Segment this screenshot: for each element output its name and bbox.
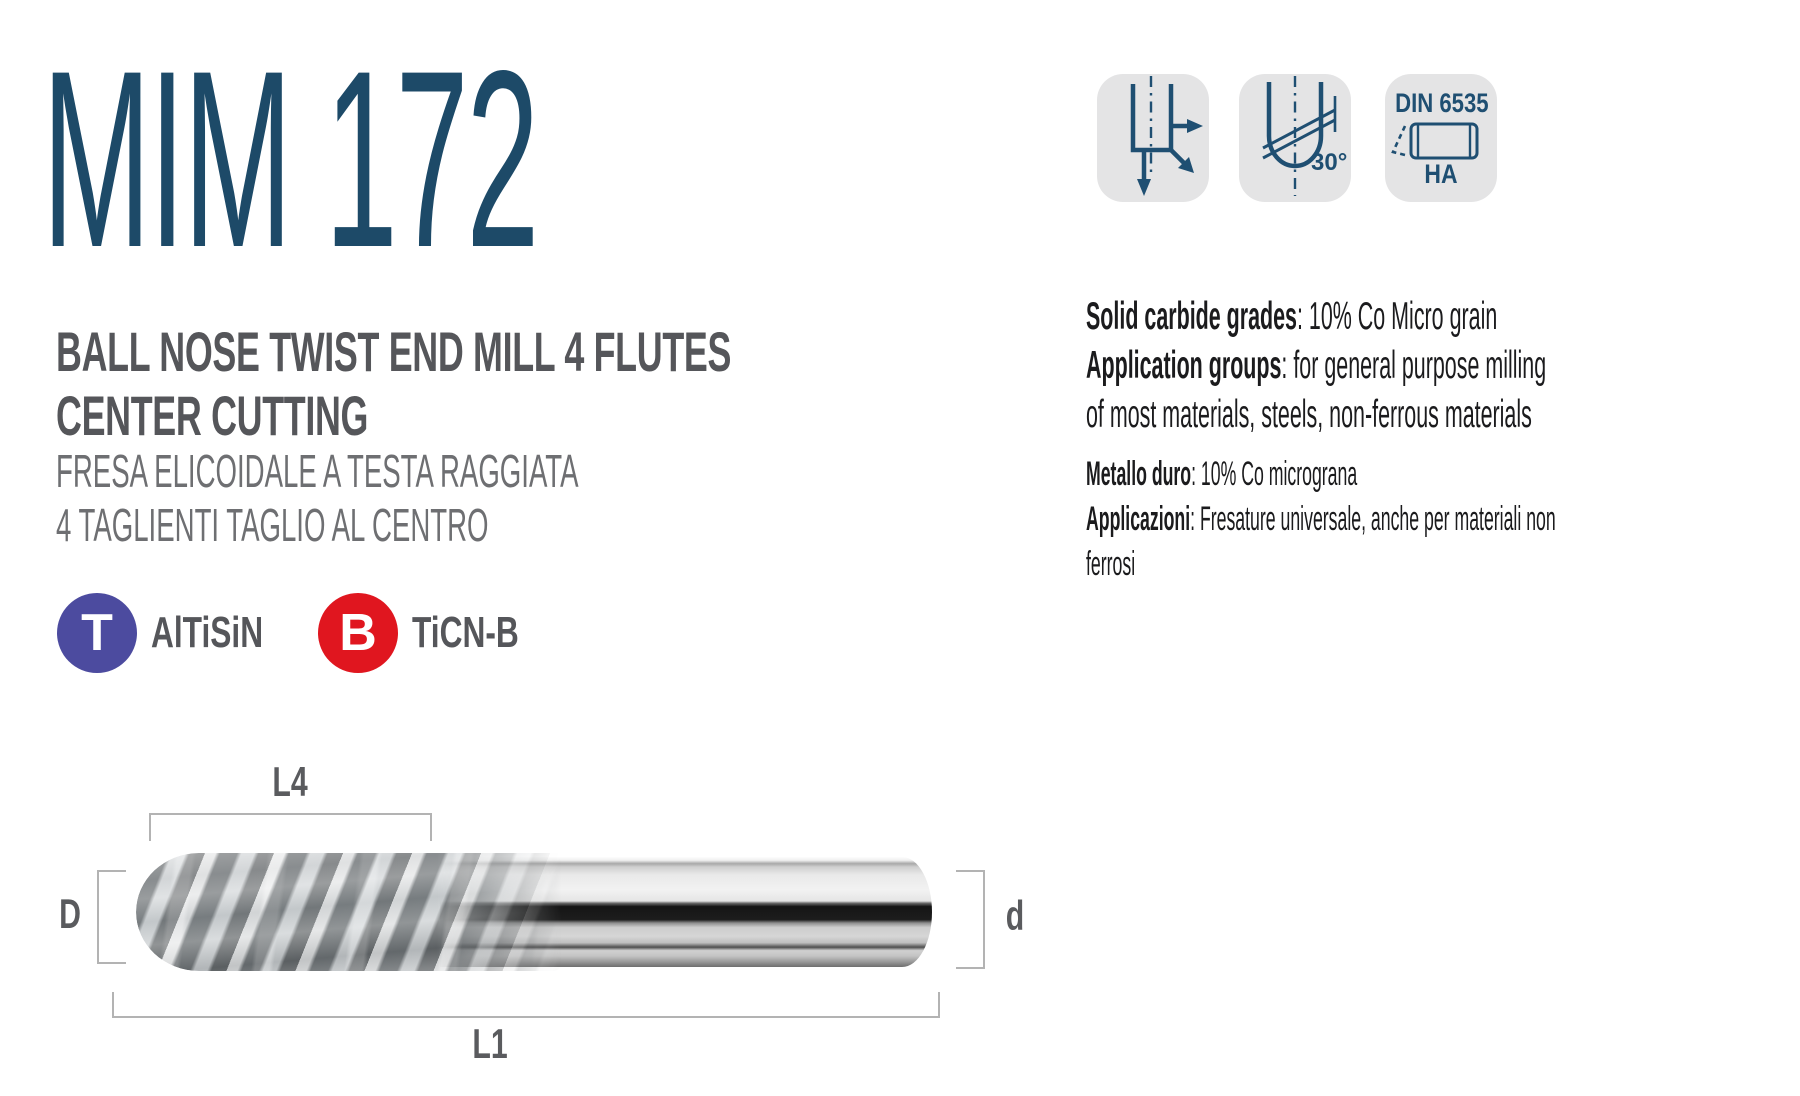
page-title: MIM 172 bbox=[42, 19, 538, 300]
coating-badge-altisin bbox=[57, 593, 307, 673]
product-name-it bbox=[56, 444, 579, 552]
coating-label-ticnb: TiCN-B bbox=[412, 608, 519, 657]
spec-value: ferrosi bbox=[1086, 545, 1136, 583]
product-name-it-line-2: 4 TAGLIENTI TAGLIO AL CENTRO bbox=[56, 499, 489, 551]
coating-t-icon: T bbox=[57, 593, 137, 673]
spec-value: : 10% Co micrograna bbox=[1191, 455, 1358, 493]
dim-bracket-D bbox=[97, 870, 126, 964]
spec-value: of most materials, steels, non-ferrous materials bbox=[1086, 393, 1532, 436]
spec-value: : Fresature universale, anche per materiali non bbox=[1190, 500, 1556, 538]
helix-angle-icon bbox=[1239, 74, 1351, 202]
spec-line bbox=[1086, 452, 1556, 497]
spec-label: Metallo duro bbox=[1086, 455, 1192, 493]
coating-label-altisin: AlTiSiN bbox=[151, 608, 264, 657]
dim-label-l1: L1 bbox=[472, 1020, 508, 1067]
shank-type-label: HA bbox=[1424, 159, 1458, 189]
coating-b-icon: B bbox=[318, 593, 398, 673]
shank-standard-icon bbox=[1385, 74, 1497, 202]
spec-line bbox=[1086, 292, 1546, 341]
spec-value: : 10% Co Micro grain bbox=[1296, 295, 1498, 338]
spec-label: Solid carbide grades bbox=[1086, 295, 1297, 338]
tool-ballnose-flutes-image bbox=[136, 853, 566, 971]
helix-angle-value: 30° bbox=[1311, 149, 1348, 176]
product-name-it-line-1: FRESA ELICOIDALE A TESTA RAGGIATA bbox=[56, 445, 579, 497]
specs-it bbox=[1086, 452, 1556, 587]
dim-label-D: D bbox=[59, 890, 81, 937]
spec-label: Applicazioni bbox=[1086, 500, 1191, 538]
spec-label: Application groups bbox=[1086, 344, 1282, 387]
dim-bracket-d bbox=[956, 870, 985, 969]
dim-bracket-l1 bbox=[112, 992, 940, 1018]
product-name-en-line-1: BALL NOSE TWIST END MILL 4 FLUTES bbox=[56, 320, 732, 383]
spec-line bbox=[1086, 390, 1546, 439]
dim-label-d: d bbox=[1005, 892, 1025, 939]
spec-line bbox=[1086, 497, 1556, 542]
milling-directions-icon bbox=[1097, 74, 1209, 202]
dim-bracket-l4 bbox=[149, 813, 432, 841]
spec-line bbox=[1086, 542, 1556, 587]
product-name-en bbox=[56, 320, 731, 448]
product-name-en-line-2: CENTER CUTTING bbox=[56, 384, 369, 447]
spec-line bbox=[1086, 341, 1546, 390]
spec-value: : for general purpose milling bbox=[1281, 344, 1547, 387]
dim-label-l4: L4 bbox=[272, 758, 308, 805]
coating-badge-ticnb bbox=[318, 593, 560, 673]
specs-en bbox=[1086, 292, 1546, 439]
shank-standard-label: DIN 6535 bbox=[1395, 88, 1489, 118]
